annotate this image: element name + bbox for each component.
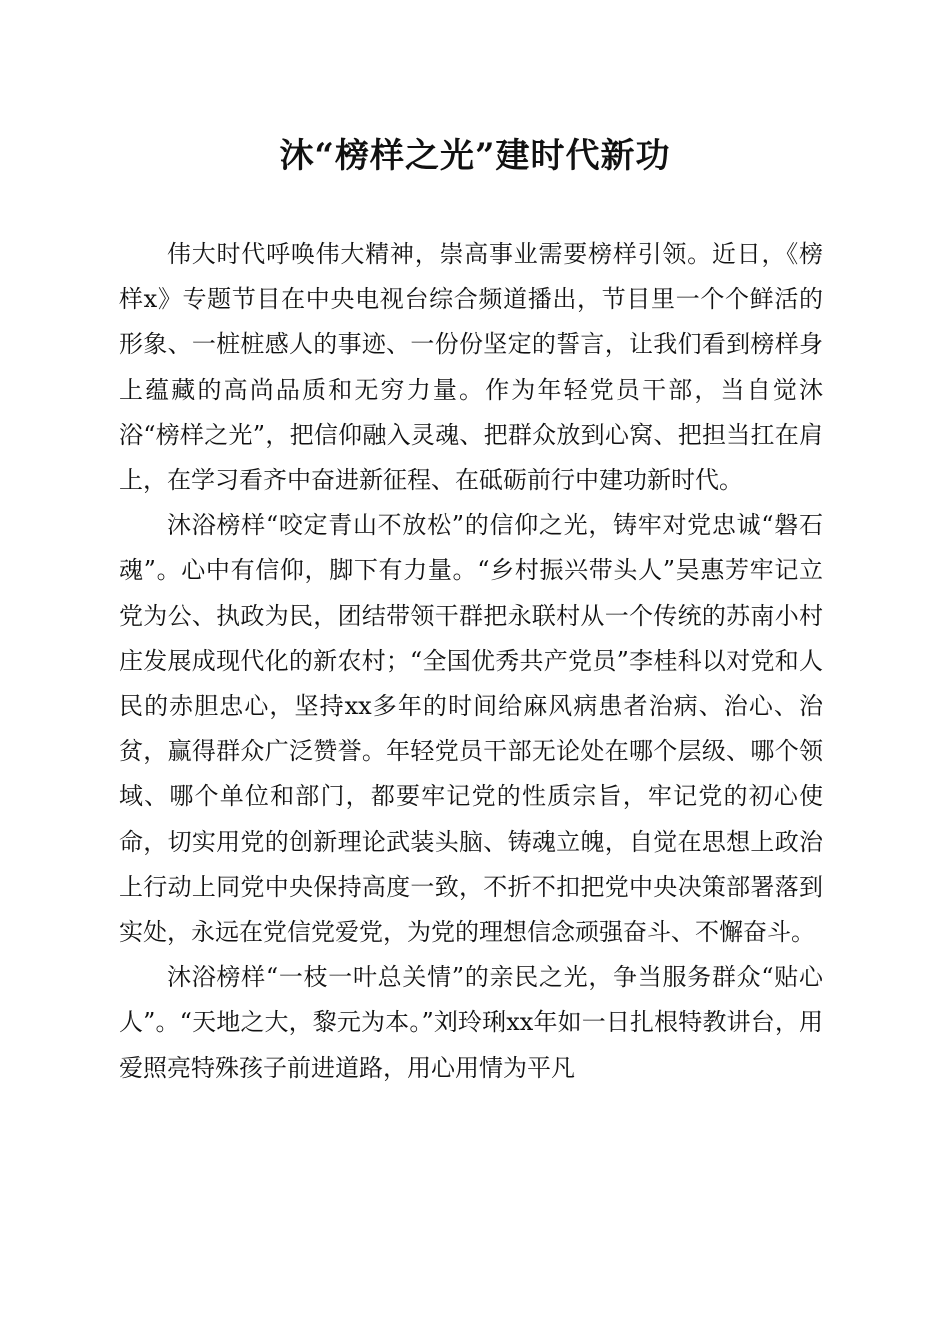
document-body xyxy=(119,232,823,1091)
paragraph-1: 伟大时代呼唤伟大精神，崇高事业需要榜样引领。近日，《榜样x》专题节目在中央电视台综合频道播出，节目里一个个鲜活的形象、一桩桩感人的事迹、一份份坚定的誓言，让我们看到榜样身上蕴藏的高尚品质和无穷力量。作为年轻党员干部，当自觉沐浴“榜样之光”，把信仰融入灵魂、把群众放到心窝、把担当扛在肩上，在学习看齐中奋进新征程、在砥砺前行中建功新时代。 xyxy=(119,240,823,495)
paragraph-2: 沐浴榜样“咬定青山不放松”的信仰之光，铸牢对党忠诚“磐石魂”。心中有信仰，脚下有力量。“乡村振兴带头人”吴惠芳牢记立党为公、执政为民，团结带领干群把永联村从一个传统的苏南小村庄发展成现代化的新农村；“全国优秀共产党员”李桂科以对党和人民的赤胆忠心，坚持xx多年的时间给麻风病患者治病、治心、治贫，赢得群众广泛赞誉。年轻党员干部无论处在哪个层级、哪个领域、哪个单位和部门，都要牢记党的性质宗旨，牢记党的初心使命，切实用党的创新理论武装头脑、铸魂立魄，自觉在思想上政治上行动上同党中央保持高度一致，不折不扣把党中央决策部署落到实处，永远在党信党爱党，为党的理想信念顽强奋斗、不懈奋斗。 xyxy=(119,511,823,947)
paragraph-3: 沐浴榜样“一枝一叶总关情”的亲民之光，争当服务群众“贴心人”。“天地之大，黎元为本。”刘玲琍xx年如一日扎根特教讲台，用爱照亮特殊孩子前进道路，用心用情为平凡 xyxy=(119,963,823,1082)
document-title: 沐“榜样之光”建时代新功 xyxy=(279,136,671,176)
